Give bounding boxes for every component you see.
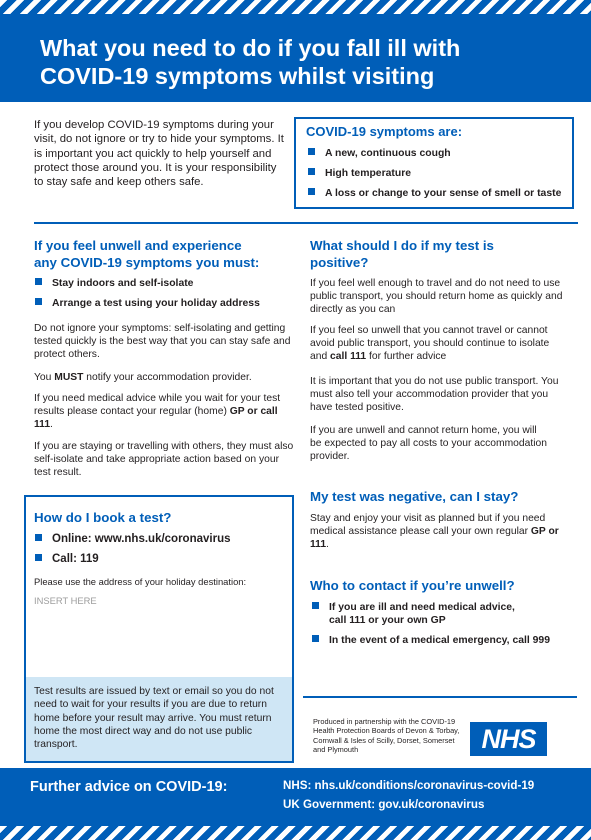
gov-advice-link[interactable]: UK Government: gov.uk/coronavirus xyxy=(283,798,485,811)
book-test-heading: How do I book a test? xyxy=(34,510,172,525)
negative-paragraph: Stay and enjoy your visit as planned but if you need medical assistance please call your own regular GP or 111. xyxy=(310,513,559,551)
list-item: In the event of a medical emergency, call 999 xyxy=(312,634,582,647)
unwell-paragraph-2: You MUST notify your accommodation provider. xyxy=(34,372,252,383)
address-placeholder: INSERT HERE xyxy=(34,595,97,606)
contact-heading: Who to contact if you’re unwell? xyxy=(310,578,515,593)
bottom-stripe-border xyxy=(0,826,591,840)
unwell-heading: If you feel unwell and experience any COVID-19 symptoms you must: xyxy=(34,238,260,270)
nhs-logo: NHS xyxy=(470,722,547,756)
unwell-list xyxy=(35,277,260,317)
symptoms-box xyxy=(294,117,574,209)
bullet-square-icon xyxy=(35,554,42,561)
book-test-list xyxy=(35,532,231,572)
nhs-advice-link[interactable]: NHS: nhs.uk/conditions/coronavirus-covid-19 xyxy=(283,779,535,792)
top-stripe-border xyxy=(0,0,591,14)
holiday-address-note: Please use the address of your holiday destination: xyxy=(34,576,247,587)
bullet-square-icon xyxy=(308,188,315,195)
bullet-square-icon xyxy=(312,635,319,642)
bullet-square-icon xyxy=(312,602,319,609)
title-line-1: What you need to do if you fall ill with xyxy=(40,35,461,61)
list-item: A new, continuous cough xyxy=(308,147,561,167)
intro-paragraph: If you develop COVID-19 symptoms during your visit, do not ignore or try to hide your symptoms. It is important you act quickly to help yourself and protect those around you. It is your responsibility to stay safe and keep others safe. xyxy=(34,119,284,189)
positive-paragraph-2: If you feel so unwell that you cannot travel or cannot avoid public transport, you should continue to isolate and call 111 for further advice xyxy=(310,325,550,363)
symptoms-title: COVID-19 symptoms are: xyxy=(306,124,463,139)
book-test-box xyxy=(24,495,294,763)
list-item: If you are ill and need medical advice, call 111 or your own GP xyxy=(312,601,582,627)
page-header xyxy=(0,14,591,102)
footer-label: Further advice on COVID-19: xyxy=(30,779,228,795)
unwell-paragraph-3: If you need medical advice while you wait for your test results please contact your regular (home) GP or call 111. xyxy=(34,393,281,431)
positive-heading: What should I do if my test is positive? xyxy=(310,238,494,270)
bullet-square-icon xyxy=(308,168,315,175)
list-item: High temperature xyxy=(308,167,561,187)
section-divider xyxy=(303,696,577,698)
negative-heading: My test was negative, can I stay? xyxy=(310,489,519,504)
section-divider xyxy=(34,222,578,224)
symptoms-list xyxy=(308,147,561,207)
positive-paragraph-4: If you are unwell and cannot return home, you will be expected to pay all costs to your accommodation provider. xyxy=(310,425,547,463)
unwell-paragraph-4: If you are staying or travelling with others, they must also self-isolate and take appropriate action based on your test result. xyxy=(34,441,294,479)
list-item: Call: 119 xyxy=(35,552,231,572)
contact-list xyxy=(312,601,582,647)
footer-bar xyxy=(0,768,591,826)
test-results-info xyxy=(26,677,292,761)
bullet-square-icon xyxy=(35,298,42,305)
positive-paragraph-3: It is important that you do not use public transport. You must also tell your accommodation provider that you have tested positive. xyxy=(310,376,559,414)
list-item: A loss or change to your sense of smell or taste xyxy=(308,187,561,207)
bullet-square-icon xyxy=(308,148,315,155)
unwell-paragraph-1: Do not ignore your symptoms: self-isolating and getting tested quickly is the best way that you can stay safe and protect others. xyxy=(34,323,291,361)
bullet-square-icon xyxy=(35,278,42,285)
bullet-square-icon xyxy=(35,534,42,541)
page-title xyxy=(40,34,580,90)
test-results-text: Test results are issued by text or email so you do not need to wait for your results if you are due to return home before your result may arrive. You must return home the most direct way and do not use public transport. xyxy=(34,686,274,751)
partnership-credit: Produced in partnership with the COVID-19 Health Protection Boards of Devon & Torbay, Cornwall & Isles of Scilly, Dorset, Somerset and Plymouth xyxy=(313,717,460,755)
positive-paragraph-1: If you feel well enough to travel and do not need to use public transport, you should return home as quickly and directly as you can xyxy=(310,278,563,316)
title-line-2: COVID-19 symptoms whilst visiting xyxy=(40,63,435,89)
list-item: Stay indoors and self-isolate xyxy=(35,277,260,297)
list-item: Arrange a test using your holiday address xyxy=(35,297,260,317)
list-item: Online: www.nhs.uk/coronavirus xyxy=(35,532,231,552)
